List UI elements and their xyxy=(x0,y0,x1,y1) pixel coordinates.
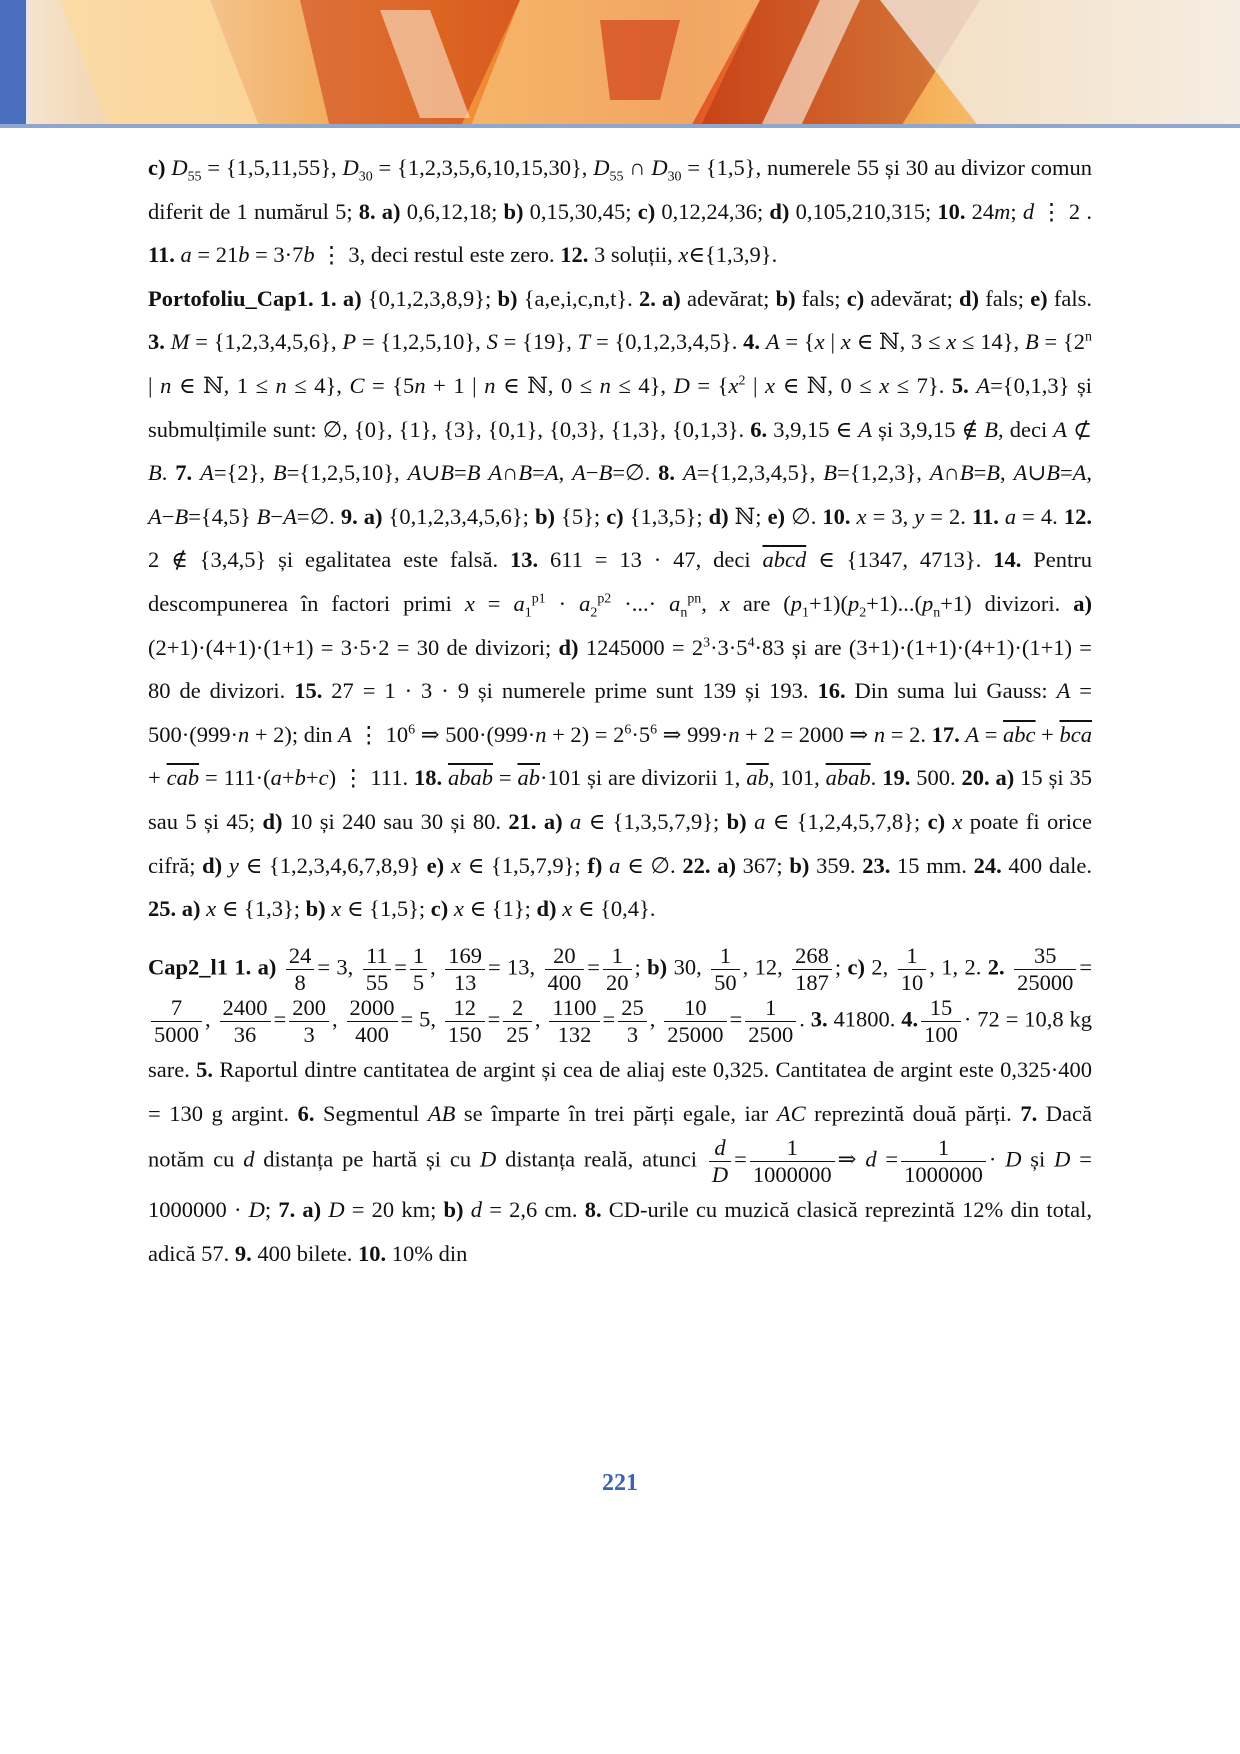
header-banner xyxy=(0,0,1240,128)
answers-portofoliu-cap1: Portofoliu_Cap1. 1. a) {0,1,2,3,8,9}; b) {a,e,i,c,n,t}. 2. a) adevărat; b) fals; c) adevărat; d) fals; e) fals. 3. M = {1,2,3,4,5,6}, P = {1,2,5,10}, S = {19}, T = {0,1,2,3,4,5}. 4. A = {x | x ∈ ℕ, 3 ≤ x ≤ 14}, $B = \{2^n$ | n ∈ ℕ, 1 ≤ n ≤ 4}, C = {5n + 1 | n ∈ ℕ, 0 ≤ n ≤ 4}, $D = \{x^2$ | x ∈ ℕ, 0 ≤ x ≤ 7}. 5. A={0,1,3} și submulțimile sunt: ∅, {0}, {1}, {3}, {0,1}, {0,3}, {1,3}, {0,1,3}. 6. 3,9,15 ∈ A și 3,9,15 ∉ B, deci A ⊄ B. 7. A={2}, B={1,2,5,10}, A∪B=B A∩B=A, A−B=∅. 8. A={1,2,3,4,5}, B={1,2,3}, A∩B=B, A∪B=A, A−B={4,5} B−A=∅. 9. a) {0,1,2,3,4,5,6}; b) {5}; c) {1,3,5}; d) ℕ; e) ∅. 10. x = 3, y = 2. 11. a = 4. 12. 2 ∉ {3,4,5} și egalitatea este falsă. 13. 611 = 13 · 47, deci abcd ∈ {1347, 4713}. 14. Pentru descompunerea în factori primi $x = a_1^{p1} \cdot a_2^{p2}$ ·...· $a_n^{pn}$, x are $(p_1+1)(p_2+1)...(p_n+1)$ divizori. a) (2+1)·(4+1)·(1+1) = 3·5·2 = 30 de divizori; d) $1245000 = 2^3\cdot 3\cdot 5^4\cdot 83$ și are (3+1)·(1+1)·(4+1)·(1+1) = 80 de divizori. 15. 27 = 1 · 3 · 9 și numerele prime sunt 139 și 193. 16. Din suma lui Gauss: A = 500·(999·n + 2); din A ⋮ $10^6$ ⇒ $500\cdot(999\cdot n + 2) = 2^6\cdot 5^6$ ⇒ 999·n + 2 = 2000 ⇒ n = 2. 17. $A = \overline{abc} + \overline{bca} + \overline{cab} = 111\cdot(a+b+c)$ ⋮ 111. 18. abab = $\overline{ab}\cdot 101$ și are divizorii 1, $\overline{ab}$, 101, abab. 19. 500. 20. a) 15 și 35 sau 5 și 45; d) 10 și 240 sau 30 și 80. 21. a) a ∈ {1,3,5,7,9}; b) a ∈ {1,2,4,5,7,8}; c) x poate fi orice cifră; d) y ∈ {1,2,3,4,6,7,8,9} e) x ∈ {1,5,7,9}; f) a ∈ ∅. 22. a) 367; b) 359. 23. 15 mm. 24. 400 dale. 25. a) x ∈ {1,3}; b) x ∈ {1,5}; c) x ∈ {1}; d) x ∈ {0,4}. xyxy=(148,285,1093,922)
page-number: 221 xyxy=(602,1470,638,1496)
answers-cap2-l1: Cap2_l1 1. a) $\frac{24}{8}$ = 3, $\frac{11}{55}$ = $\frac{1}{5}$ , $\frac{169}{13}$ = 13, $\frac{20}{400}$ = $\frac{1}{20}$ ; b) 30, $\frac{1}{50}$ , 12, $\frac{268}{187}$ ; c) 2, $\frac{1}{10}$ , 1, 2. 2. $\frac{35}{25000}$ = $\frac{7}{5000}$ , $\frac{2400}{36}$ = $\frac{200}{3}$ , $\frac{2000}{400}$ = 5, $\frac{12}{150}$ = $\frac{2}{25}$ , $\frac{1100}{132}$ = $\frac{25}{3}$ , $\frac{10}{25000}$ = $\frac{1}{2500}$ . 3. 41800. 4. $\frac{15}{100}$ · 72 = 10,8 kg sare. 5. Raportul dintre cantitatea de argint și cea de aliaj este 0,325. Cantitatea de argint este 0,325·400 = 130 g argint. 6. Segmentul AB se împarte în trei părți egale, iar AC reprezintă două părți. 7. Dacă notăm cu d distanța pe hartă și cu D distanța reală, atunci $\frac{d}{D}$ = $\frac{1}{1000000}$ ⇒ d = $\frac{1}{1000000}$ · D și D = 1000000 · D; 7. a) D = 20 km; b) d = 2,6 cm. 8. CD-urile cu muzică clasică reprezintă 12% din total, adică 57. 9. 400 bilete. 10. 10% din xyxy=(148,942,1093,1266)
banner-graphic xyxy=(0,0,1240,128)
answers-chapter1-end: c) $D_{55} = \{1,5,11,55\}$, $D_{30} = \{1,2,3,5,6,10,15,30\}$, $D_{55}$ ∩ $D_{30} = \{1,5\}$, numerele 55 și 30 au divizor comun diferit de 1 numărul 5; 8. a) 0,6,12,18; b) 0,15,30,45; c) 0,12,24,36; d) 0,105,210,315; 10. 24m; d ⋮ 2 . 11. a = 21b = 3·7b ⋮ 3, deci restul este zero. 12. 3 soluții, x∈{1,3,9}. xyxy=(148,155,1092,268)
answers-text xyxy=(148,146,1092,1275)
